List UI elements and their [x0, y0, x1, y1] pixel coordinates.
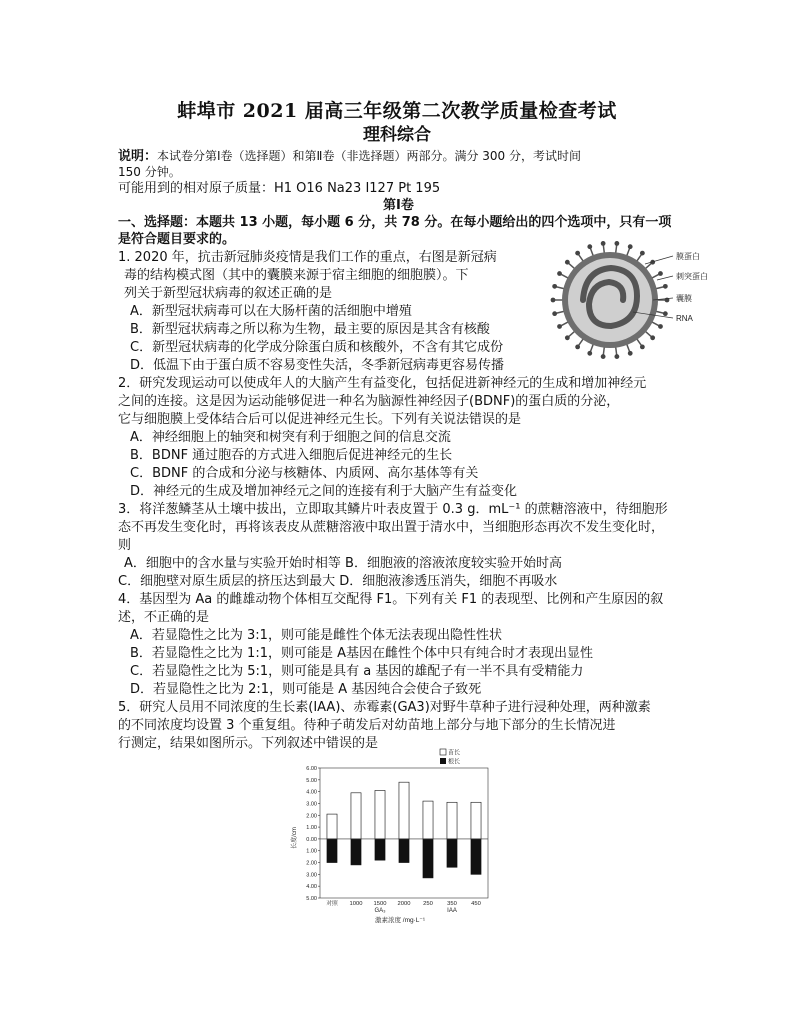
- label-spike-protein: 刺突蛋白: [676, 272, 708, 281]
- x-category-label: 350: [447, 901, 457, 907]
- bar-root-length: [471, 839, 481, 874]
- q4-option-c: C．若显隐性之比为 5:1，则可能是具有 a 基因的雄配子有一半不具有受精能力: [130, 664, 584, 679]
- virus-structure-diagram: [545, 240, 785, 360]
- bar-shoot-length: [423, 801, 433, 839]
- q1-option-a: A．新型冠状病毒可以在大肠杆菌的活细胞中增殖: [130, 304, 412, 319]
- spike-protein: [565, 260, 570, 265]
- q2-stem-2: 之间的连接。这是因为运动能够促进一种名为脑源性神经因子(BDNF)的蛋白质的分泌，: [118, 394, 620, 409]
- q2-option-c: C．BDNF 的合成和分泌与核糖体、内质网、高尔基体等有关: [130, 466, 479, 481]
- spike-protein: [551, 298, 556, 303]
- y-tick-label: 6.00: [306, 766, 317, 772]
- chart-legend: [440, 749, 460, 766]
- spike-protein: [658, 324, 663, 329]
- q1-option-b: B．新型冠状病毒之所以称为生物，最主要的原因是其含有核酸: [130, 322, 490, 337]
- bar-root-length: [351, 839, 361, 865]
- bar-root-length: [423, 839, 433, 878]
- q2-option-d: D．神经元的生成及增加神经元之间的连接有利于大脑产生有益变化: [130, 484, 518, 499]
- y-axis-label: 长度/cm: [292, 827, 298, 849]
- spike-protein: [628, 244, 633, 249]
- spike-protein: [557, 324, 562, 329]
- y-tick-label: 3.00: [306, 801, 317, 808]
- bar-root-length: [327, 839, 337, 863]
- volume-heading: 第Ⅰ卷: [383, 198, 414, 213]
- q3-options-cd: C．细胞壁对原生质层的挤压达到最大 D．细胞液渗透压消失，细胞不再吸水: [118, 574, 558, 589]
- y-tick-label: 2.00: [306, 813, 317, 820]
- exam-title: 蚌埠市 2021 届高三年级第二次教学质量检查考试: [177, 100, 617, 122]
- exam-subtitle: 理科综合: [363, 125, 431, 145]
- q1-stem-1: 1. 2020 年，抗击新冠肺炎疫情是我们工作的重点，右图是新冠病: [118, 250, 497, 265]
- x-axis-labels: [326, 899, 481, 907]
- spike-protein: [640, 251, 645, 256]
- legend-swatch-root: [440, 758, 446, 764]
- x-category-label: 1500: [373, 901, 387, 907]
- spike-protein: [587, 244, 592, 249]
- spike-protein: [663, 284, 668, 289]
- y-tick-label: 1.00: [306, 825, 317, 832]
- q5-stem-2: 的不同浓度均设置 3 个重复组。待种子萌发后对幼苗地上部分与地下部分的生长情况进: [118, 718, 616, 733]
- y-tick-label: 4.00: [306, 789, 317, 796]
- q3-stem-2: 态不再发生变化时，再将该表皮从蔗糖溶液中取出置于清水中，当细胞形态再次不发生变化时，: [118, 520, 665, 535]
- legend-root-length: 根长: [448, 759, 461, 766]
- y-tick-label: 5.00: [306, 777, 317, 784]
- notes-text-2: 150 分钟。: [118, 165, 181, 179]
- x-category-label: 450: [471, 901, 481, 907]
- spike-protein: [614, 241, 619, 246]
- bar-shoot-length: [447, 802, 457, 839]
- bar-shoot-length: [375, 790, 385, 838]
- spike-protein: [575, 251, 580, 256]
- atomic-masses: 可能用到的相对原子质量：H1 O16 Na23 I127 Pt 195: [118, 181, 441, 196]
- bar-root-length: [399, 839, 409, 863]
- q4-stem-2: 述，不正确的是: [118, 610, 210, 625]
- notes-text-1: 本试卷分第Ⅰ卷（选择题）和第Ⅱ卷（非选择题）两部分。满分 300 分，考试时间: [157, 149, 581, 163]
- y-tick-label: 5.00: [306, 896, 317, 902]
- x-axis-label: 激素浓度 /mg·L⁻¹: [374, 917, 426, 924]
- spike-protein: [663, 311, 668, 316]
- y-tick-label: 0.00: [306, 836, 317, 843]
- x-category-label: 2000: [397, 901, 411, 907]
- q2-stem-3: 它与细胞膜上受体结合后可以促进神经元生长。下列有关说法错误的是: [118, 412, 522, 427]
- spike-protein: [565, 335, 570, 340]
- spike-protein: [628, 351, 633, 356]
- q4-option-b: B．若显隐性之比为 1:1，则可能是 A基因在雌性个体中只有纯合时才表现出显性: [130, 646, 593, 661]
- spike-protein: [575, 345, 580, 350]
- y-tick-label: 1.00: [306, 848, 317, 855]
- q4-stem-1: 4．基因型为 Aa 的雌雄动物个体相互交配得 F1。下列有关 F1 的表现型、比例和产生原因的叙: [118, 592, 664, 607]
- q5-stem-1: 5．研究人员用不同浓度的生长素(IAA)、赤霉素(GA3)对野牛草种子进行浸种处理，两种激素: [118, 700, 651, 715]
- bar-shoot-length: [399, 782, 409, 839]
- x-category-label: 对照: [326, 901, 338, 907]
- q4-option-a: A．若显隐性之比为 3:1，则可能是雌性个体无法表现出隐性性状: [130, 628, 502, 643]
- q3-stem-1: 3．将洋葱鳞茎从土壤中拔出，立即取其鳞片叶表皮置于 0.3 g．mL⁻¹ 的蔗糖溶液中，待细胞形: [118, 502, 668, 517]
- y-axis-ticks: [306, 766, 320, 902]
- bar-root-length: [375, 839, 385, 860]
- notes-line-1: [118, 148, 581, 165]
- hormone-growth-chart: [288, 746, 498, 926]
- spike-protein: [614, 354, 619, 359]
- y-tick-label: 4.00: [306, 884, 317, 891]
- x-category-label: 250: [423, 901, 433, 907]
- bar-root-length: [447, 839, 457, 867]
- label-membrane-protein: 膜蛋白: [676, 252, 700, 261]
- q3-stem-3: 则: [118, 538, 132, 553]
- spike-protein: [601, 354, 606, 359]
- bar-shoot-length: [327, 814, 337, 839]
- spike-protein: [658, 271, 663, 276]
- bar-shoot-length: [471, 802, 481, 839]
- bar-shoot-length: [351, 793, 361, 839]
- section-heading-2: 是符合题目要求的。: [118, 232, 236, 247]
- q2-stem-1: 2．研究发现运动可以使成年人的大脑产生有益变化，包括促进新神经元的生成和增加神经元: [118, 376, 647, 391]
- notes-label: 说明：: [118, 149, 158, 164]
- y-tick-label: 3.00: [306, 872, 317, 879]
- spike-protein: [640, 345, 645, 350]
- q5-stem-3: 行测定，结果如图所示。下列叙述中错误的是: [118, 736, 379, 751]
- group-label-ga3: GA₃: [374, 908, 386, 914]
- spike-protein: [557, 271, 562, 276]
- q2-option-b: B．BDNF 通过胞吞的方式进入细胞后促进神经元的生长: [130, 448, 453, 463]
- q3-options-ab: A．细胞中的含水量与实验开始时相等 B．细胞液的溶液浓度较实验开始时高: [124, 556, 562, 571]
- q1-stem-2: 毒的结构模式图（其中的囊膜来源于宿主细胞的细胞膜）。下: [124, 268, 469, 283]
- legend-swatch-shoot: [440, 749, 446, 755]
- q1-option-d: D．低温下由于蛋白质不容易变性失活，冬季新冠病毒更容易传播: [130, 358, 505, 373]
- section-heading-1: 一、选择题：本题共 13 小题，每小题 6 分，共 78 分。在每小题给出的四个选项中，只有一项: [118, 215, 672, 230]
- spike-protein: [601, 241, 606, 246]
- spike-protein: [650, 335, 655, 340]
- label-envelope: 囊膜: [676, 294, 692, 303]
- q2-option-a: A．神经细胞上的轴突和树突有利于细胞之间的信息交流: [130, 430, 451, 445]
- q4-option-d: D．若显隐性之比为 2:1，则可能是 A 基因纯合会使合子致死: [130, 682, 482, 697]
- x-category-label: 1000: [349, 901, 363, 907]
- q1-option-c: C．新型冠状病毒的化学成分除蛋白质和核酸外，不含有其它成份: [130, 340, 504, 355]
- chart-bars: [327, 782, 481, 878]
- group-label-iaa: IAA: [447, 908, 457, 914]
- spike-protein: [587, 351, 592, 356]
- q1-stem-3: 列关于新型冠状病毒的叙述正确的是: [124, 286, 333, 301]
- y-tick-label: 2.00: [306, 860, 317, 867]
- spike-protein: [552, 311, 557, 316]
- spike-protein: [552, 284, 557, 289]
- label-rna: RNA: [676, 314, 693, 323]
- legend-shoot-length: 苗长: [448, 750, 461, 757]
